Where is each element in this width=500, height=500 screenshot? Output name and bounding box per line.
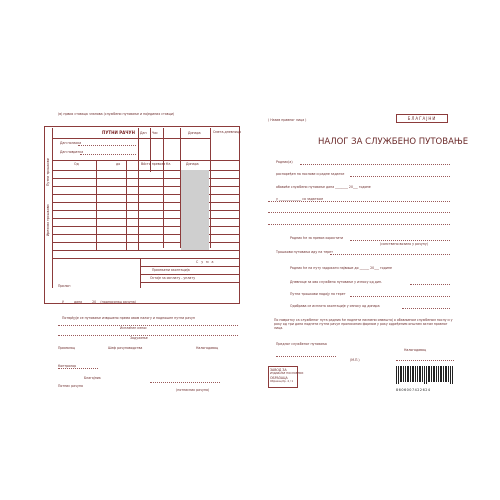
side-label-2: Ирехова трошкови [46,204,50,236]
received-label: Примљени аконтација [152,268,190,272]
field-daily: Дневнице за ово службено путовање у износу од дин. [290,280,383,284]
side-label-1: Путни трошкови [46,158,50,186]
field-approver: Налогодавац [404,348,427,352]
field-own-car: (сопствено возило у рачуну) [380,242,428,246]
hdr-class: Кл. [166,162,172,166]
field-cost: Трошкови путовања иду на терет [276,250,333,254]
field-transport: Радник ће за превоз користити [290,236,344,240]
col-means: Вóсто превоза [141,162,166,166]
payout-label: Исплаћен износ [120,326,147,330]
travel-account-title: ПУТНИ РАЧУН [102,130,135,135]
field-charge: Путни трошкови падају на терет [290,292,346,296]
barcode-icon [396,366,454,384]
recipient-label: Прималац [58,346,76,350]
footer-note: (потписник рачуна) [176,388,210,392]
field-head: Предлог службеног путовања [276,342,327,346]
stamp-mark: (М.П.) [350,358,360,362]
field-to: у ______________ са задатком [276,197,323,201]
row-depart: Дан поласка [60,141,82,145]
right-top-note: ( Назив правног лица ) [268,118,307,122]
field-note: По повратку са службеног пута радник ће поднети писмени извештај о обављеном службеном послу и у року од три дана поднети путни рачун прописаном формом у року одређеним општим актом правног лица. [274,318,453,331]
attach-label: Прилог: [58,284,72,288]
debit-label: Задужење [130,336,148,340]
field-worker: Радник(а) [276,160,293,164]
hdr-exp: Смета-дневница [213,130,241,134]
signature-label: Потпис рачуна [58,384,83,388]
hdr-hour: Час [152,131,158,135]
barcode-digits: 8606007422624 [396,388,431,392]
controller-label: Контролор [58,364,77,368]
col-to: до [116,162,121,166]
hdr-date: Дан [140,131,147,135]
order-title: НАЛОГ ЗА СЛУЖБЕНО ПУТОВАЊЕ [318,137,469,147]
cashier-tab: БЛАГАЈНИ [396,114,448,123]
date-line: У _____ дана _____ 20__ (подносилац рачуна) [62,300,136,304]
publisher-line-2: ОБРАЗАЦА [270,376,288,380]
confirm-text: Потврђује се путовање извршено према овом налогу и подношен путни рачун [62,316,196,320]
cashier-label-left: Благајник [84,376,101,380]
field-position: распоређен на послове и радне задатке [276,172,345,176]
col-from: Од [74,162,79,166]
field-advance: Одобрава се исплата аконтације у износу од динара [290,304,380,308]
field-days: Радник ће на путу задржати највише до ______ 20___ године [290,266,392,270]
chef-label: Шеф рачуноводства [108,346,143,350]
hdr-dinars: Динара [188,131,201,135]
publisher-line-3: Образац бр. 4 / 1 [270,380,294,383]
barcode [396,366,454,392]
approver-label-left: Налогодавац [196,346,219,350]
shaded-column [181,170,209,250]
col-dinars: Динара [186,162,199,166]
row-return: Дан повратка [60,150,84,154]
field-dest: обавиће службени путовање дана ________ 20___ године [276,185,371,189]
left-top-note: (в) првих ставаца чланова (службени путовање и појединих ставци) [58,112,175,116]
sum-label: С у м а [196,260,215,264]
remainder-label: Остаје за исплату - уплату [150,276,196,280]
publisher-line-0: ЗАВОД ЗА [270,368,287,372]
publisher-line-1: ИЗДАВАЊЕ ПОСЛОВНИХ [270,372,304,375]
